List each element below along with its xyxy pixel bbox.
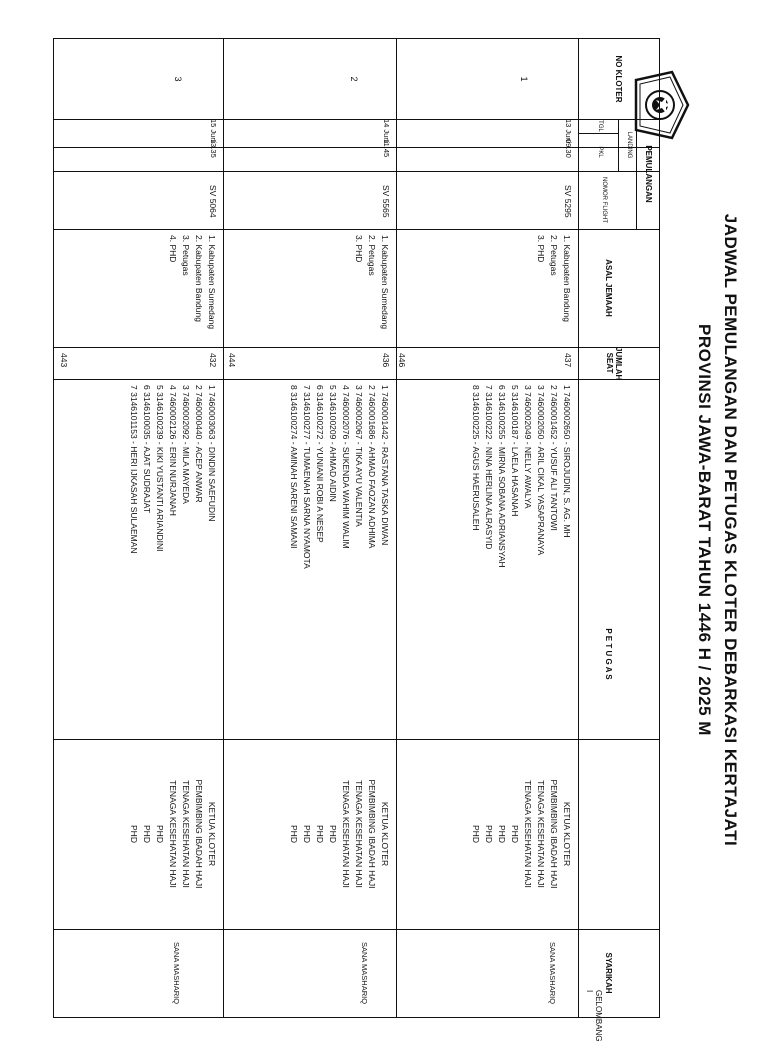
- jabatan-item: KETUA KLOTER: [562, 801, 572, 867]
- jabatan-item: PHD: [129, 825, 139, 843]
- petugas-item: 1 7460002650 - SIROJUDIN, S. AG. MH: [562, 385, 572, 538]
- petugas-item: 2 7460001686 - AHMAD FAOZAN ADHIMA: [367, 385, 377, 549]
- document-title-line2: PROVINSI JAWA-BARAT TAHUN 1446 H / 2025 M: [695, 324, 714, 736]
- asal-jemaah-list: [534, 235, 573, 322]
- petugas-list: [127, 385, 218, 554]
- petugas-item: 7 3146100277 - TUMAENAH SARNA NYAMOTA: [302, 385, 312, 569]
- petugas-item: 6 3146100272 - YUNIANI ROBI A NESEP: [315, 385, 325, 543]
- jabatan-item: PEMBIMBING IBADAH HAJI: [549, 779, 559, 889]
- asal-item: 1. Kabupaten Sumedang: [380, 235, 390, 330]
- jabatan-item: TENAGA KESEHATAN HAJI: [523, 780, 533, 888]
- asal-item: 2. Petugas: [549, 235, 559, 276]
- syarikah-value: SANA MASHARIQ: [548, 941, 557, 1005]
- landing-time: 09.30: [564, 139, 573, 158]
- asal-item: 4. PHD: [168, 235, 178, 263]
- petugas-item: 3 7460002050 - ARIL CIKAL YASAPRANAYA: [536, 385, 546, 556]
- asal-jemaah-list: [166, 235, 218, 329]
- petugas-item: 1 7460001442 - RASTANA TASKA DIWAN: [380, 385, 390, 546]
- jabatan-item: PHD: [510, 825, 520, 843]
- landing-time: 11.45: [382, 139, 391, 158]
- jabatan-item: PHD: [328, 825, 338, 843]
- petugas-item: 5 3146100209 - AHMAD AIDIN: [328, 385, 338, 502]
- petugas-item: 3 7460002049 - NELLY AWALYA: [523, 385, 533, 509]
- petugas-item: 1 7460003063 - DINDIN SAEFUDIN: [207, 385, 217, 522]
- jabatan-item: PHD: [155, 825, 165, 843]
- petugas-item: 2 7460001452 - YUSUF ALI TANTOWI: [549, 385, 559, 531]
- petugas-item: 3 7460002092 - MILA MAYEDA: [181, 385, 191, 504]
- asal-item: 3. Petugas: [181, 235, 191, 276]
- asal-jemaah-list: [352, 235, 391, 329]
- jabatan-list: [287, 739, 391, 929]
- jabatan-item: TENAGA KESEHATAN HAJI: [536, 780, 546, 888]
- jabatan-item: TENAGA KESEHATAN HAJI: [168, 780, 178, 888]
- kloter-number: 3: [173, 76, 183, 82]
- header-pkl: PKL: [597, 146, 603, 158]
- jabatan-item: KETUA KLOTER: [207, 801, 217, 867]
- header-landing: LANDING: [626, 131, 632, 159]
- gelombang-label: GELOMBANG I: [585, 990, 603, 1042]
- header-pemulangan: PEMULANGAN: [644, 145, 653, 203]
- petugas-item: 2 7460000440 - ACEP ANWAR: [194, 385, 204, 503]
- petugas-list: [469, 385, 573, 568]
- flight-number: SV 5295: [563, 185, 573, 218]
- jabatan-item: PHD: [142, 825, 152, 843]
- jabatan-list: [469, 739, 573, 929]
- jabatan-item: TENAGA KESEHATAN HAJI: [181, 780, 191, 888]
- asal-item: 3. PHD: [354, 235, 364, 263]
- header-syarikah: SYARIKAH: [604, 952, 613, 994]
- jabatan-item: PEMBIMBING IBADAH HAJI: [367, 779, 377, 889]
- header-jumlah-seat: JUMLAH SEAT: [605, 347, 623, 381]
- petugas-item: 5 3146100187 - LAELA HASANAH: [510, 385, 520, 517]
- asal-item: 2. Petugas: [367, 235, 377, 276]
- seat-count-total: 443: [59, 353, 69, 368]
- petugas-item: 4 7460002126 - ERIN NURJANAH: [168, 385, 178, 516]
- seat-count-total: 444: [227, 353, 237, 368]
- jabatan-item: PHD: [484, 825, 494, 843]
- kloter-table: [53, 38, 660, 1018]
- jabatan-item: PHD: [315, 825, 325, 843]
- petugas-item: 8 3146100274 - AMINAH SARENI SAMANI: [289, 385, 299, 549]
- petugas-item: 6 3146100255 - MIRNA SOBANA ADRIANSYAH: [497, 385, 507, 568]
- syarikah-value: SANA MASHARIQ: [360, 941, 369, 1005]
- landing-date: 13 Juni: [564, 119, 573, 144]
- syarikah-value: SANA MASHARIQ: [172, 941, 181, 1005]
- header-tgl: TGL: [597, 120, 603, 132]
- jabatan-list: [127, 739, 218, 929]
- jabatan-item: TENAGA KESEHATAN HAJI: [341, 780, 351, 888]
- flight-number: SV 5064: [208, 185, 218, 218]
- header-nomor-flight: NOMOR FLIGHT: [601, 177, 607, 223]
- flight-number: SV 5565: [381, 185, 391, 218]
- jabatan-item: PHD: [497, 825, 507, 843]
- jabatan-item: KETUA KLOTER: [380, 801, 390, 867]
- jabatan-item: PHD: [471, 825, 481, 843]
- petugas-item: 4 7460002076 - SUKENDA WAHIM WALIM: [341, 385, 351, 549]
- seat-count: 432: [208, 353, 218, 368]
- asal-item: 1. Kabupaten Sumedang: [207, 235, 217, 330]
- jabatan-item: PEMBIMBING IBADAH HAJI: [194, 779, 204, 889]
- jabatan-item: TENAGA KESEHATAN HAJI: [354, 780, 364, 888]
- jabatan-item: PHD: [289, 825, 299, 843]
- seat-count: 436: [381, 353, 391, 368]
- header-asal-jemaah: ASAL JEMAAH: [604, 259, 613, 317]
- kloter-number: 1: [519, 76, 529, 82]
- petugas-item: 3 7460002067 - TIKA AYU VALENTIA: [354, 385, 364, 527]
- jabatan-item: PHD: [302, 825, 312, 843]
- petugas-item: 6 3146100035 - AJAT SUDRAJAT: [142, 385, 152, 514]
- asal-item: 3. PHD: [536, 235, 546, 263]
- petugas-item: 8 3146100225 - AGUS HAERUSALEH: [471, 385, 481, 531]
- document-title-line1: JADWAL PEMULANGAN DAN PETUGAS KLOTER DEBARKASI KERTAJATI: [721, 213, 740, 847]
- seat-count: 437: [563, 353, 573, 368]
- landing-date: 14 Juni: [382, 119, 391, 144]
- seat-count-total: 446: [397, 353, 407, 368]
- landing-time: 13.35: [209, 139, 218, 158]
- petugas-item: 5 3146100239 - KIKI YUSTANTI ARIANDINI: [155, 385, 165, 552]
- asal-item: 1. Kabupaten Bandung: [562, 235, 572, 322]
- header-no-kloter: NO KLOTER: [614, 55, 623, 103]
- landing-date: 15 Juni: [209, 119, 218, 144]
- petugas-list: [287, 385, 391, 569]
- petugas-item: 7 3146100222 - NINA HERLINA ALRASYID: [484, 385, 494, 550]
- asal-item: 2. Kabupaten Bandung: [194, 235, 204, 322]
- header-petugas: P E T U G A S: [604, 628, 613, 680]
- kloter-number: 2: [349, 76, 359, 82]
- petugas-item: 7 3146101153 - HERI IJKASAH SULAEMAN: [129, 385, 139, 554]
